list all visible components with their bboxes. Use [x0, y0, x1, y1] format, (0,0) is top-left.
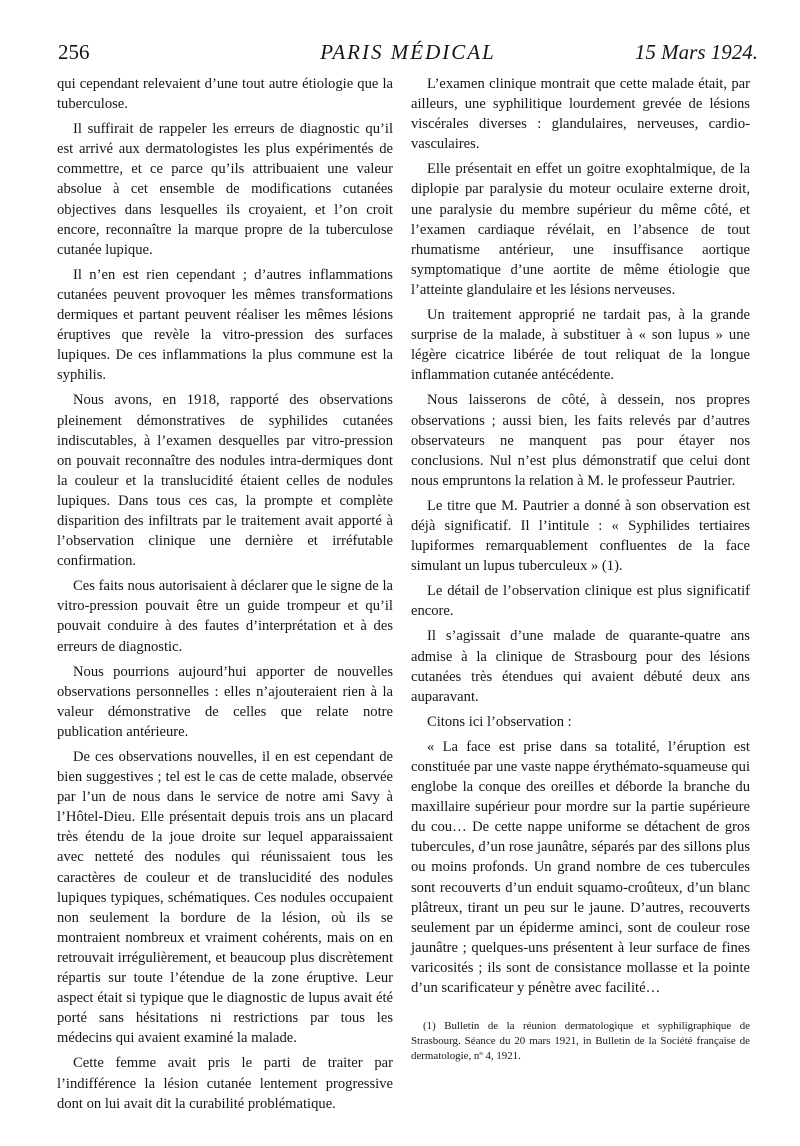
running-header — [58, 40, 758, 72]
paragraph: Citons ici l’observation : — [427, 713, 572, 730]
paragraph: Nous avons, en 1918, rapporté des observations pleinement démonstratives de syphilides cutanées indiscutables, à l’examen desquelles par vitro-pression on pouvait reconnaître des nodules intra-dermiques dont la couleur et la translucidité étaient celles de nodules lupiques. Dans tous ces cas, la prompte et complète disparition des infiltrats par le traitement avait apporté à l’observation clinique une dernière et irréfutable confirmation. — [57, 392, 393, 570]
paragraph: Cette femme avait pris le parti de traiter par l’indifférence la lésion cutanée lentement progressive dont on lui avait dit la curabilité problématique. — [57, 1055, 393, 1112]
paragraph: Nous laisserons de côté, à dessein, nos propres observations ; aussi bien, les faits relevés par d’autres observateurs ne manquent pas pour étayer nos conclusions. Nul n’est plus démonstratif que celui dont nous empruntons la relation à M. le professeur Pautrier. — [411, 392, 750, 489]
right-column — [411, 74, 750, 1003]
paragraph: L’examen clinique montrait que cette malade était, par ailleurs, une syphilitique lourdement grevée de lésions viscérales diverses : glandulaires, nerveuses, cardio-vasculaires. — [411, 76, 750, 153]
journal-title: PARIS MÉDICAL — [320, 40, 496, 64]
left-column — [57, 74, 393, 1119]
paragraph: Il s’agissait d’une malade de quarante-quatre ans admise à la clinique de Strasbourg pour des lésions cutanées très étendues qui avaient débuté deux ans auparavant. — [411, 628, 750, 705]
footnote-text: (1) Bulletin de la réunion dermatologique et syphiligraphique de Strasbourg. Séance du 20 mars 1921, in Bulletin de la Société française de dermatologie, nº 4, 1921. — [411, 1020, 750, 1062]
paragraph: qui cependant relevaient d’une tout autre étiologie que la tuberculose. — [57, 76, 393, 113]
footnote — [411, 1019, 750, 1064]
paragraph: Nous pourrions aujourd’hui apporter de nouvelles observations personnelles : elles n’ajouteraient rien à la valeur démonstrative de celles que relate notre publication antérieure. — [57, 663, 393, 740]
paragraph: Il n’en est rien cependant ; d’autres inflammations cutanées peuvent provoquer les mêmes transformations dermiques et partant peuvent réaliser les mêmes lésions éruptives que revèle la vitro-pression des surfaces lupiques. De ces inflammations la plus commune est la syphilis. — [57, 266, 393, 384]
paragraph: Le titre que M. Pautrier a donné à son observation est déjà significatif. Il l’intitule : « Syphilides tertiaires lupiformes remarquablement confluentes de la face simulant un lupus tuberculeux » (1). — [411, 497, 750, 575]
paragraph: Il suffirait de rappeler les erreurs de diagnostic qu’il est arrivé aux dermatologistes les plus expérimentés de commettre, et ce parce qu’ils attribuaient une valeur absolue à cet ensemble de modifications cutanées objectives dans lesquelles ils croyaient, et l’on croit encore, reconnaître la marque propre de la tuberculose cutanée lupique. — [57, 121, 393, 258]
paragraph: Le détail de l’observation clinique est plus significatif encore. — [411, 583, 750, 620]
paragraph: Un traitement approprié ne tardait pas, à la grande surprise de la malade, à substituer à « son lupus » une légère cicatrice libérée de tout reliquat de la longue inflammation cutanée antécédente. — [411, 307, 750, 384]
paragraph: De ces observations nouvelles, il en est cependant de bien suggestives ; tel est le cas de cette malade, observée par l’un de nous dans le service de notre ami Savy à l’Hôtel-Dieu. Elle présentait depuis trois ans un placard très étendu de la joue droite sur lequel apparaissaient avec netteté des nodules qui réunissaient tous les caractères de couleur et de translucidité des nodules lupiques typiques, schématiques. Ces nodules occupaient non seulement la bordure de la lésion, où ils se montraient nombreux et vraiment cohérents, mais on en retrouvait irrégulièrement, et beaucoup plus discrètement répartis sur toute l’étendue de la zone éruptive. Leur aspect était si typique que le diagnostic de lupus avait été porté sans hésitations ni restrictions par tous les médecins qui avaient examiné la malade. — [57, 749, 393, 1047]
page-number: 256 — [58, 40, 90, 64]
quotation-paragraph: « La face est prise dans sa totalité, l’éruption est constituée par une vaste nappe érythémato-squameuse qui englobe la conque des oreilles et déborde la branche du maxillaire supérieur pour mordre sur la partie supérieure du cou… De cette nappe uniforme se détachent de gros tubercules, d’un rose jaunâtre, séparés par des sillons plus ou moins profonds. Un grand nombre de ces tubercules sont recouverts d’un enduit squamo-croûteux, d’un blanc plâtreux, tirant un peu sur le jaune. D’autres, recouverts seulement par un épiderme aminci, sont de couleur rose jaunâtre ; quelques-uns présentent à leur surface de fines varicosités ; ils sont de consistance mollasse et la pointe d’un scarificateur y pénètre avec facilité… — [411, 738, 750, 997]
paragraph: Elle présentait en effet un goitre exophtalmique, de la diplopie par paralysie du moteur oculaire externe droit, une paralysie du membre supérieur du même côté, et l’examen cardiaque révélait, en l’absence de tout rhumatisme antérieur, une insuffisance aortique symptomatique d’une aortite de même étiologie que l’atteinte glandulaire et les lésions nerveuses. — [411, 161, 750, 298]
paragraph: Ces faits nous autorisaient à déclarer que le signe de la vitro-pression pouvait être un guide trompeur et qu’il pouvait conduire à des fautes d’interprétation et à des erreurs de diagnostic. — [57, 578, 393, 655]
issue-date: 15 Mars 1924. — [634, 40, 758, 64]
